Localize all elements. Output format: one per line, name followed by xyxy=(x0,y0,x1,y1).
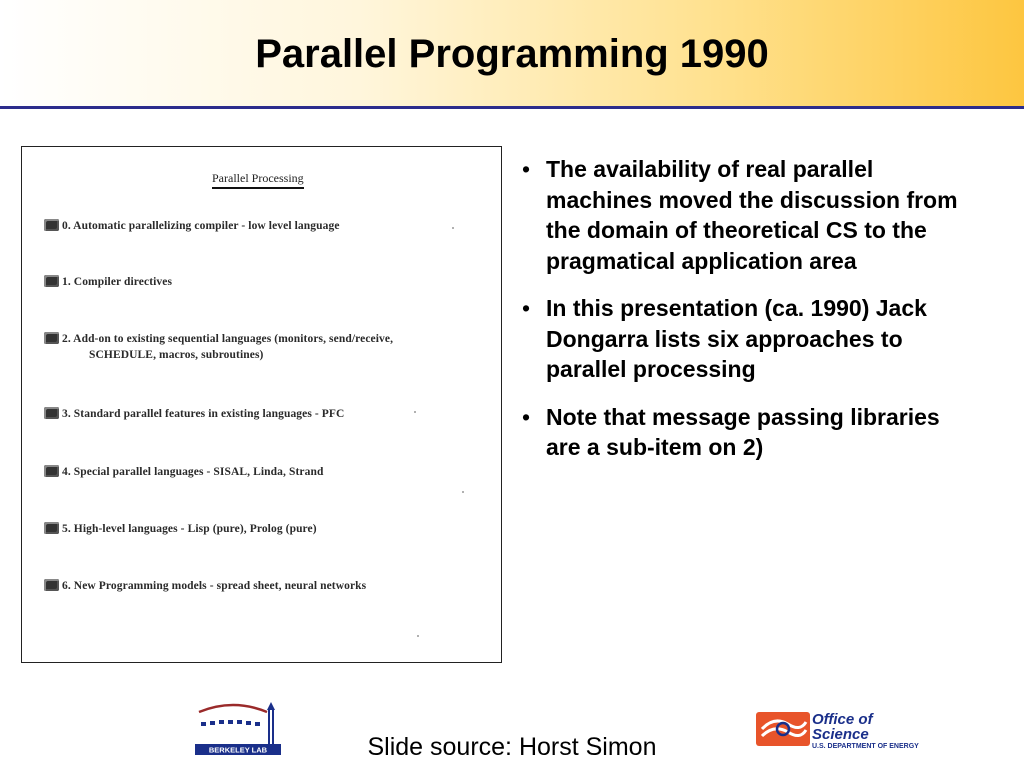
scan-heading: Parallel Processing xyxy=(212,171,304,189)
scan-item: 1. Compiler directives xyxy=(44,275,172,288)
scan-item: 3. Standard parallel features in existing languages - PFC xyxy=(44,407,344,420)
punch-mark-icon xyxy=(44,465,59,477)
scan-item: 5. High-level languages - Lisp (pure), Prolog (pure) xyxy=(44,522,317,535)
bullet-icon: • xyxy=(522,295,531,321)
punch-mark-icon xyxy=(44,407,59,419)
scan-item: 6. New Programming models - spread sheet, neural networks xyxy=(44,579,366,592)
punch-mark-icon xyxy=(44,219,59,231)
scan-speck xyxy=(452,227,454,229)
bullet-icon: • xyxy=(522,403,531,430)
bullet-item: • In this presentation (ca. 1990) Jack Dongarra lists six approaches to parallel processing xyxy=(522,295,927,382)
slide-title: Parallel Programming 1990 xyxy=(255,32,769,76)
doe-title: Office of Science xyxy=(812,711,873,743)
svg-text:BERKELEY LAB: BERKELEY LAB xyxy=(208,745,268,755)
scanned-document xyxy=(21,146,502,663)
punch-mark-icon xyxy=(44,332,59,344)
punch-mark-icon xyxy=(44,522,59,534)
scan-speck xyxy=(462,491,464,493)
doe-emblem-icon xyxy=(756,712,810,746)
bullet-list xyxy=(518,154,958,480)
scan-speck xyxy=(414,411,416,413)
doe-subtitle: U.S. DEPARTMENT OF ENERGY xyxy=(812,743,919,750)
scan-item: 0. Automatic parallelizing compiler - low level language xyxy=(44,219,340,232)
punch-mark-icon xyxy=(44,579,59,591)
scan-item: 4. Special parallel languages - SISAL, Linda, Strand xyxy=(44,465,323,478)
berkeley-lab-logo xyxy=(193,700,283,756)
header-divider xyxy=(0,106,1024,109)
scan-item-continuation: SCHEDULE, macros, subroutines) xyxy=(89,349,264,361)
bullet-item: • The availability of real parallel machines moved the discussion from the domain of theoretical CS to the pragmatical application area xyxy=(522,156,958,274)
bullet-icon: • xyxy=(522,156,531,182)
bullet-item: • Note that message passing libraries are a sub-item on 2) xyxy=(522,403,940,460)
punch-mark-icon xyxy=(44,275,59,287)
scan-speck xyxy=(417,635,419,637)
office-of-science-logo xyxy=(756,710,919,756)
slide-source: Slide source: Horst Simon xyxy=(367,733,657,761)
scan-item: 2. Add-on to existing sequential languages (monitors, send/receive, SCHEDULE, macros, subroutines) xyxy=(44,332,393,361)
